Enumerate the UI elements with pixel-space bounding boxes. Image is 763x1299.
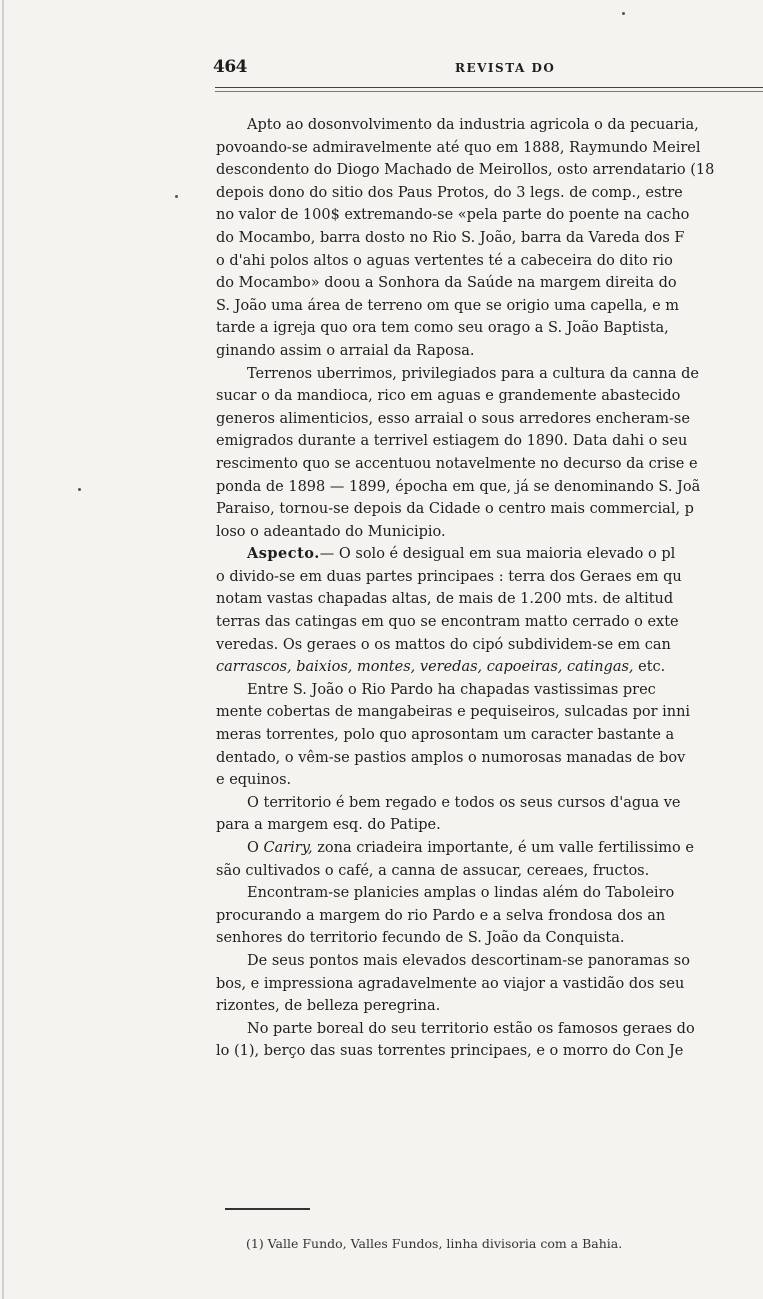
footnote: (1) Valle Fundo, Valles Fundos, linha divisoria com a Bahia. — [246, 1236, 623, 1251]
text-line: Paraiso, tornou-se depois da Cidade o centro mais commercial, p — [216, 501, 694, 518]
text-span: — O solo é desigual em sua maioria elevado o pl — [319, 546, 676, 563]
text-line: bos, e impressiona agradavelmente ao viajor a vastidão dos seu — [216, 975, 685, 992]
scan-speck — [175, 195, 178, 198]
text-line: do Mocambo, barra dosto no Rio S. João, barra da Vareda dos F — [216, 229, 685, 246]
page-number: 464 — [213, 57, 247, 77]
italic-term-cariry: Cariry, — [263, 840, 313, 856]
running-head: REVISTA DO — [455, 61, 556, 75]
text-line: Entre S. João o Rio Pardo ha chapadas vastissimas prec — [247, 681, 656, 698]
text-line: lo (1), berço das suas torrentes principaes, e o morro do Con Je — [216, 1043, 684, 1060]
text-line: o d'ahi polos altos o aguas vertentes té a cabeceira do dito rio — [216, 252, 673, 269]
text-line: meras torrentes, polo quo aprosontam um caracter bastante a — [216, 727, 675, 744]
text-line: para a margem esq. do Patipe. — [216, 817, 441, 834]
text-line: e equinos. — [216, 772, 292, 789]
text-line: O territorio é bem regado e todos os seus cursos d'agua ve — [247, 794, 681, 811]
text-line: No parte boreal do seu territorio estão os famosos geraes do — [247, 1020, 695, 1037]
text-line: ponda de 1898 — 1899, épocha em que, já se denominando S. Joã — [216, 478, 701, 495]
footnote-rule — [225, 1208, 310, 1210]
text-span: zona criadeira importante, é um valle fertilissimo e — [312, 840, 694, 856]
text-line: descondento do Diogo Machado de Meirollos, osto arrendatario (18 — [216, 162, 715, 179]
text-line — [216, 543, 763, 566]
text-line: senhores do territorio fecundo de S. João da Conquista. — [216, 930, 625, 947]
text-line: povoando-se admiravelmente até quo em 1888, Raymundo Meirel — [216, 139, 701, 156]
text-line: o divido-se em duas partes principaes : terra dos Geraes em qu — [216, 568, 682, 585]
text-line: depois dono do sitio dos Paus Protos, do 3 legs. de comp., estre — [216, 184, 683, 201]
text-line: De seus pontos mais elevados descortinam-se panoramas so — [247, 952, 690, 969]
text-line: veredas. Os geraes o os mattos do cipó subdividem-se em can — [216, 636, 671, 653]
text-line: ginando assim o arraial da Raposa. — [216, 342, 475, 359]
text-line: rizontes, de belleza peregrina. — [216, 998, 441, 1015]
header-rule — [215, 87, 763, 92]
scan-speck — [622, 12, 625, 15]
text-line: Terrenos uberrimos, privilegiados para a cultura da canna de — [247, 365, 699, 382]
body-text — [216, 114, 763, 1063]
text-span: O — [247, 840, 264, 856]
section-heading-aspecto: Aspecto. — [247, 545, 320, 563]
text-line: Apto ao dosonvolvimento da industria agricola o da pecuaria, — [247, 117, 699, 133]
text-line: terras das catingas em quo se encontram matto cerrado o exte — [216, 614, 679, 631]
text-line: tarde a igreja quo ora tem como seu orago a S. João Baptista, — [216, 320, 669, 337]
italic-terms: carrascos, baixios, montes, veredas, capoeiras, catingas, — [216, 659, 634, 676]
page-edge-line — [2, 0, 4, 1299]
scan-speck — [78, 488, 81, 491]
text-line: S. João uma área de terreno om que se origio uma capella, e m — [216, 297, 680, 314]
text-line: procurando a margem do rio Pardo e a selva frondosa dos an — [216, 907, 666, 924]
page-header — [213, 57, 763, 83]
text-line: Encontram-se planicies amplas o lindas além do Taboleiro — [247, 885, 675, 902]
text-line: mente cobertas de mangabeiras e pequiseiros, sulcadas por inni — [216, 704, 691, 721]
text-line — [216, 656, 763, 679]
text-line: sucar o da mandioca, rico em aguas e grandemente abastecido — [216, 388, 681, 405]
text-line — [216, 837, 763, 860]
text-line: no valor de 100$ extremando-se «pela parte do poente na cacho — [216, 207, 690, 224]
text-line: notam vastas chapadas altas, de mais de 1.200 mts. de altitud — [216, 591, 674, 608]
text-line: rescimento quo se accentuou notavelmente no decurso da crise e — [216, 455, 698, 472]
text-line: generos alimenticios, esso arraial o sous arredores encheram-se — [216, 410, 690, 427]
text-line: do Mocambo» doou a Sonhora da Saúde na margem direita do — [216, 275, 677, 292]
text-line: emigrados durante a terrivel estiagem do 1890. Data dahi o seu — [216, 433, 688, 450]
text-line: são cultivados o café, a canna de assucar, cereaes, fructos. — [216, 862, 650, 879]
text-line: dentado, o vêm-se pastios amplos o numorosas manadas de bov — [216, 749, 686, 766]
text-span: etc. — [633, 659, 666, 676]
text-line: loso o adeantado do Municipio. — [216, 523, 446, 540]
